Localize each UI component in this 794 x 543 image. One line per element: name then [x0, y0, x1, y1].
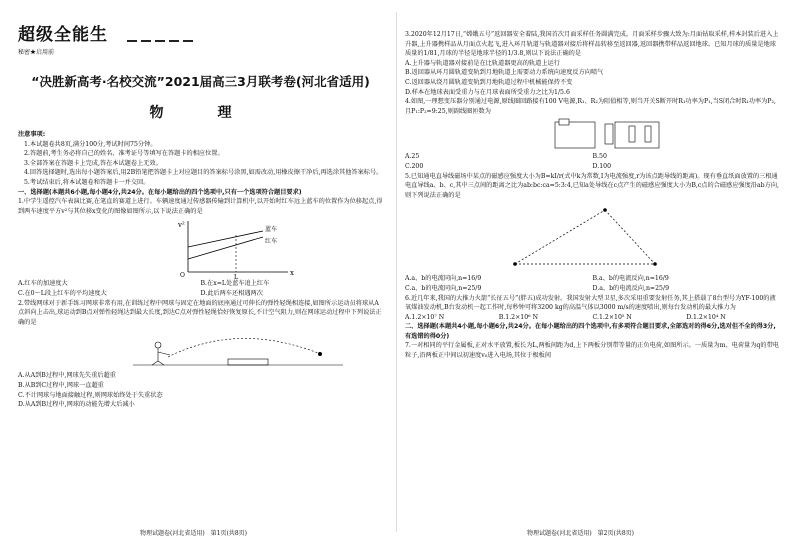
q2-option-d: D.从A到B过程中,网球的动能先增大后减小 — [18, 401, 135, 409]
question-1: 1.中学生遥控汽车表演比赛,在笔直的赛道上进行。车辆速度通过传感器传输到计算机中,以开始时红车远上蓝车的位置作为位移起点,得到两车速度平方v²与其位移x变化的图像如图所示,以下说法正确的是 — [18, 198, 383, 215]
q1-option-b: B.在x=L处蓝车追上红车 — [200, 280, 270, 288]
q5-option-c: C.a、b的电流同向,n=25/9 — [405, 284, 482, 292]
q1-series-red: 红车 — [265, 238, 278, 246]
q4-option-d: D.100 — [592, 162, 612, 170]
question-7: 7.一对相同的平行金属板,正对水平放置,板长为L,两板间距为d,上下两板分别带等量的正负电荷,如图所示。一质量为m、电荷量为q的带电粒子,沿两板正中间以初速度v₀进入电场,其位于极板间 — [405, 342, 779, 360]
q1-option-a: A.红车的加速度大 — [18, 280, 68, 288]
q6-option-a: A.1.2×10⁷ N — [405, 313, 445, 321]
q1-origin: O — [180, 272, 185, 280]
q5-options — [405, 274, 780, 293]
q3-option-a: A.上升器与轨道器对接前是在比轨道器更高的轨道上运行 — [405, 59, 560, 67]
q2-tennis-figure — [128, 327, 348, 371]
notice-list — [18, 140, 383, 188]
q5-option-d: D.a、b的电流反向,n=25/9 — [592, 284, 670, 292]
notice-item: 3.全部答案在答题卡上完成,答在本试题卷上无效。 — [24, 159, 162, 167]
question-3: 3.2020年12月17日,“嫦娥五号”返回器安全着陆,我国首次月面采样任务圆满完成。月面采样步骤大致为:月面钻取采样,样本封装后进入上升器,上升器携样品从月面点火起飞,进入环月轨道与轨道器对接后将样品转移至返回器,返回器携带样品返回地球。已知月球的质量是地球质量的1/81,月球的半径是地球半径的1/3.8,则以下说法正确的是 — [405, 31, 779, 58]
notice-item: 2.答题前,考生务必将自己的姓名、准考证号等填写在答题卡的相应位置。 — [24, 150, 224, 158]
q4-circuit-figure — [545, 116, 665, 152]
section-heading: 一、选择题(本题共6小题,每小题4分,共24分。在每小题给出的四个选项中,只有一个选项符合题目要求) — [18, 188, 302, 196]
question-2: 2.带线网球对于新手练习网球非常有用,在训练过程中网球与固定在地面的底座通过可伸长的弹性轻绳相连接,如图所示运动员将球从A点斜向上击出,球运动到B点对弹性轻绳达到最大长度,到达C点对弹性轻绳恰好恢复原长,不计空气阻力,则在网球运动过程中下列说法正确的是 — [18, 299, 382, 326]
brand-logo: 超级全能生 — [18, 25, 108, 45]
q6-options — [405, 313, 780, 323]
q5-option-b: B.a、b的电流反向,n=16/9 — [592, 275, 669, 283]
q4-option-b: B.50 — [592, 153, 607, 161]
right-page — [397, 0, 794, 543]
q1-option-c: C.在0～L段上红车的平均速度大 — [18, 289, 107, 297]
notice-item: 1.本试题卷共8页,满分100分,考试时间75分钟。 — [24, 140, 157, 148]
q5-option-a: A.a、b的电流同向,n=16/9 — [405, 275, 482, 283]
q6-option-c: C.1.2×10⁵ N — [592, 313, 632, 321]
notice-title: 注意事项: — [18, 131, 46, 138]
confidential-label: 秘密★启用前 — [18, 49, 55, 56]
page-footer-right: 物理试题卷(河北省适用) 第2页(共8页) — [527, 530, 634, 537]
exam-title: “决胜新高考·名校交流”2021届高三3月联考卷(河北省适用) — [31, 74, 370, 89]
q1-l-label: L — [234, 274, 238, 280]
subject-title: 物 理 — [149, 105, 252, 121]
q5-triangle-figure — [495, 200, 695, 274]
q1-option-d: D.此后两车还相遇两次 — [200, 289, 263, 297]
q1-axis-x: x — [290, 269, 294, 278]
question-4: 4.如图,一理想变压器分别通过电源,原线圈回路接有100 V电源,R₁、R₂为阻值相等,则当开关S断开时R₁功率为P₁,当S闭合时R₁功率为P₂,且P₁:P₂=9:25,则副线圈匝数为 — [405, 98, 776, 115]
q2-option-c: C.不计网球与地面接触过程,则网球始终处于失重状态 — [18, 391, 163, 399]
section-heading-2: 二、选择题(本题共4小题,每小题6分,共24分。在每小题给出的四个选项中,有多项符合题目要求,全部选对的得6分,选对但不全的得3分,有选错的得0分) — [405, 323, 776, 340]
q4-options — [405, 152, 780, 171]
q2-option-a: A.从A到B过程中,网球先失重后超重 — [18, 372, 116, 380]
q4-option-a: A.25 — [405, 153, 420, 161]
q6-option-d: D.1.2×10⁴ N — [686, 313, 726, 321]
q1-series-blue: 蓝车 — [265, 226, 278, 234]
brand-dashes — [125, 30, 195, 49]
q3-option-c: C.返回器从绕月圆轨道变轨到月地轨道过程中机械能保持不变 — [405, 78, 573, 86]
q1-graph — [168, 217, 298, 279]
q6-option-b: B.1.2×10⁶ N — [498, 313, 539, 321]
question-6: 6.近几年来,我国的大推力火箭“长征五号”(胖五)成功发射。我国发射大型卫星,多次采用重要发射任务,其上搭载了8台型号为YF-100的液氧煤油发动机,B台发动机一起工作时,每秒钟可将3200 kg的高温气体以3000 m/s的速度喷出,则每台发动机的最大推力为 — [405, 294, 776, 312]
q1-options — [18, 279, 383, 298]
q2-option-b: B.从B到C过程中,网球一直超重 — [18, 381, 104, 389]
q3-option-d: D.样本在地球表面受重力与在月球表面所受重力之比为1/5.6 — [405, 88, 570, 96]
notice-item: 5.考试结束后,将本试题卷和答题卡一并交回。 — [24, 178, 150, 186]
q3-option-b: B.返回器从环月圆轨道变轨到月地轨道上需要动力系统向速度反方向喷气 — [405, 69, 604, 77]
notice-item: 4.回答选择题时,选出每小题答案后,用2B铅笔把答题卡上对应题目的答案标号涂黑,如需改动,用橡皮擦干净后,再选涂其他答案标号。 — [24, 169, 383, 177]
q4-option-c: C.200 — [405, 162, 424, 170]
question-5: 5.已知通电直导线磁场中某点的磁感应强度大小为B=kI/r(式中k为常数,I为电流强度,r为该点距导线的距离)。现有垂直纸面放置的三根通电直导线a、b、c,其中三点间的距离之比为ab:bc:ca=5:3:4,已知a处导线在c点产生的磁感应强度大小为B,c点的合磁感应强度沿ab方向,则下列说法正确的是 — [405, 172, 779, 199]
page-footer-left: 物理试题卷(河北省适用) 第1页(共8页) — [140, 530, 247, 537]
q1-axis-v: v² — [178, 221, 185, 230]
